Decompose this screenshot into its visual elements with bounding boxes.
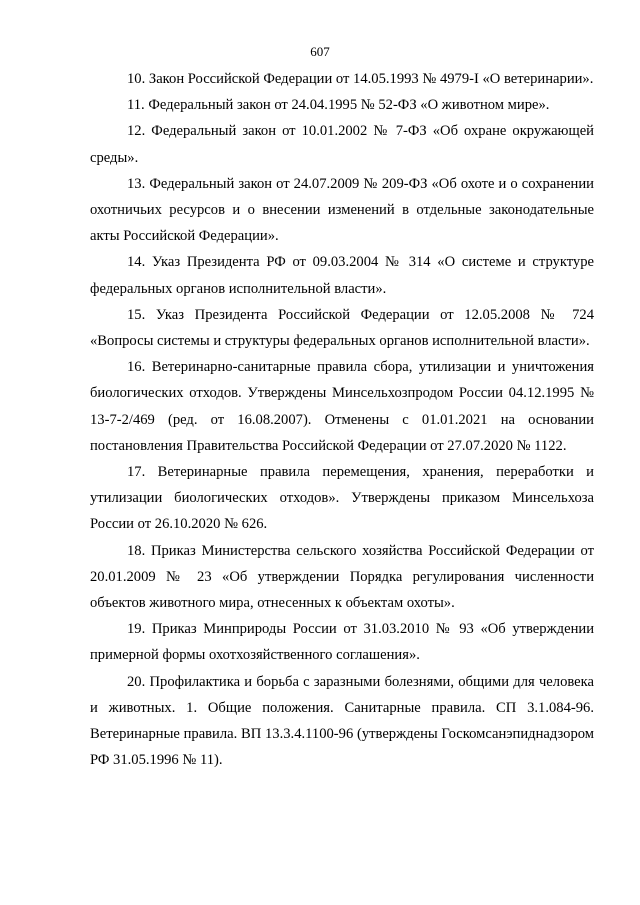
reference-item: 12. Федеральный закон от 10.01.2002 № 7-ФЗ «Об охране окружающей среды».: [90, 123, 594, 166]
reference-item: 18. Приказ Министерства сельского хозяйства Российской Федерации от 20.01.2009 № 23 «Об утверждении Порядка регулирования численности объектов животного мира, отнесенных к объектам охоты».: [90, 542, 594, 612]
reference-item: 10. Закон Российской Федерации от 14.05.1993 № 4979-I «О ветеринарии».: [127, 71, 594, 87]
reference-item: 11. Федеральный закон от 24.04.1995 № 52-ФЗ «О животном мире».: [127, 97, 550, 114]
reference-item: 13. Федеральный закон от 24.07.2009 № 209-ФЗ «Об охоте и о сохранении охотничьих ресурсов и о внесении изменений в отдельные законодательные акты Российской Федерации».: [90, 175, 594, 245]
reference-item: 15. Указ Президента Российской Федерации от 12.05.2008 № 724 «Вопросы системы и структуры федеральных органов исполнительной власти».: [90, 306, 594, 350]
reference-item: 20. Профилактика и борьба с заразными болезнями, общими для человека и животных. 1. Общие положения. Санитарные правила. СП 3.1.084-96. Ветеринарные правила. ВП 13.3.4.1100-96 (утверждены Госкомсанэпиднадзором РФ 31.05.1996 № 11).: [90, 673, 594, 769]
reference-item: 14. Указ Президента РФ от 09.03.2004 № 314 «О системе и структуре федеральных органов исполнительной власти».: [90, 254, 594, 297]
page-number: 607: [310, 44, 330, 59]
reference-item: 16. Ветеринарно-санитарные правила сбора, утилизации и уничтожения биологических отходов. Утверждены Минсельхозпродом России 04.12.1995 № 13-7-2/469 (ред. от 16.08.2007). Отменены с 01.01.2021 на основании постановления Правительства Российской Федерации от 27.07.2020 № 1122.: [90, 359, 594, 454]
reference-list: [90, 66, 594, 773]
reference-item: 19. Приказ Минприроды России от 31.03.2010 № 93 «Об утверждении примерной формы охотхозяйственного соглашения».: [90, 621, 594, 664]
reference-item: 17. Ветеринарные правила перемещения, хранения, переработки и утилизации биологических отходов». Утверждены приказом Минсельхоза России от 26.10.2020 № 626.: [90, 464, 594, 533]
